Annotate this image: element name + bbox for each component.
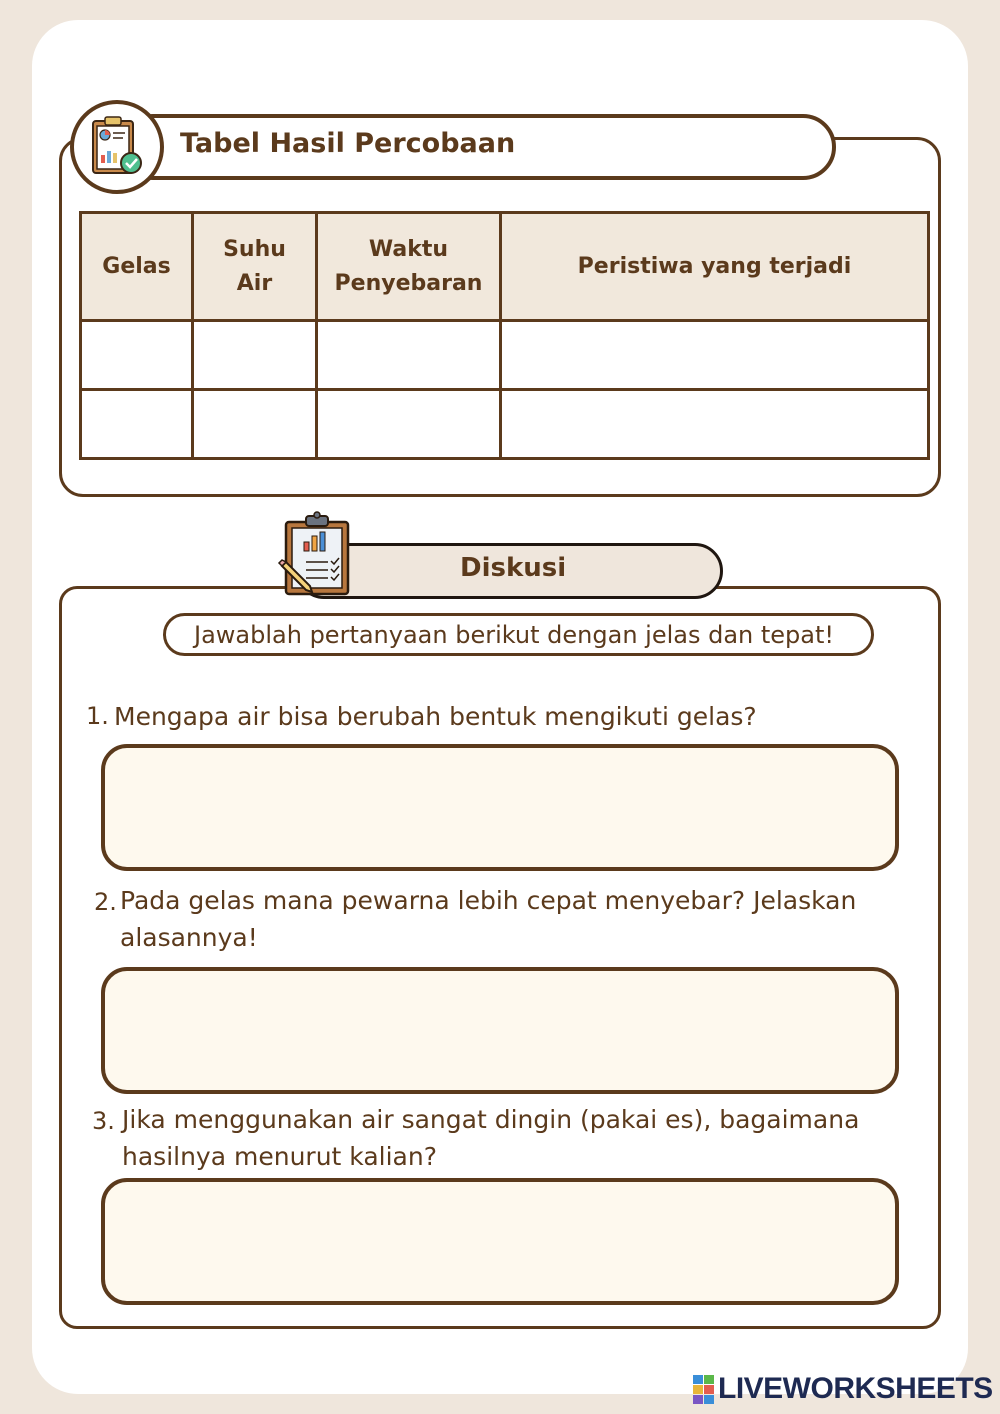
table-header-row — [81, 213, 929, 321]
instruction-banner: Jawablah pertanyaan berikut dengan jelas dan tepat! — [163, 613, 874, 656]
question-text — [122, 1101, 859, 1175]
table-cell[interactable] — [317, 321, 501, 390]
column-header — [501, 213, 929, 321]
answer-box[interactable] — [101, 744, 899, 871]
table-cell[interactable] — [501, 321, 929, 390]
question-line: Jika menggunakan air sangat dingin (pakai es), bagaimana — [122, 1105, 860, 1134]
liveworksheets-watermark — [693, 1372, 993, 1406]
clipboard-chart-icon — [70, 100, 164, 194]
question-number: 2. — [94, 888, 117, 916]
table-cell[interactable] — [501, 390, 929, 459]
answer-box[interactable] — [101, 1178, 899, 1305]
table-cell[interactable] — [81, 321, 193, 390]
question-number: 3. — [92, 1107, 115, 1135]
table-cell[interactable] — [317, 390, 501, 459]
results-title: Tabel Hasil Percobaan — [180, 128, 516, 159]
discussion-title: Diskusi — [460, 553, 567, 583]
table-row — [81, 321, 929, 390]
column-header-line: Gelas — [102, 253, 171, 279]
table-cell[interactable] — [193, 390, 317, 459]
question-number: 1. — [86, 702, 109, 730]
question-text — [120, 882, 856, 956]
column-header — [81, 213, 193, 321]
answer-box[interactable] — [101, 967, 899, 1094]
column-header-line: Suhu — [223, 236, 286, 262]
column-header-line: Peristiwa yang terjadi — [577, 253, 852, 279]
table-cell[interactable] — [81, 390, 193, 459]
column-header — [317, 213, 501, 321]
question-line: alasannya! — [120, 923, 258, 952]
question-line: Pada gelas mana pewarna lebih cepat menyebar? Jelaskan — [120, 886, 857, 915]
clipboard-pencil-icon — [276, 510, 356, 602]
watermark-text: LIVEWORKSHEETS — [718, 1372, 993, 1405]
column-header-line: Air — [236, 270, 273, 296]
table-cell[interactable] — [193, 321, 317, 390]
column-header-line: Penyebaran — [334, 270, 483, 296]
question-text — [114, 698, 757, 735]
results-table — [79, 211, 930, 460]
column-header — [193, 213, 317, 321]
question-line: hasilnya menurut kalian? — [122, 1142, 437, 1171]
table-row — [81, 390, 929, 459]
question-line: Mengapa air bisa berubah bentuk mengikuti gelas? — [114, 702, 757, 731]
liveworksheets-logo-icon — [693, 1375, 714, 1404]
column-header-line: Waktu — [368, 236, 449, 262]
